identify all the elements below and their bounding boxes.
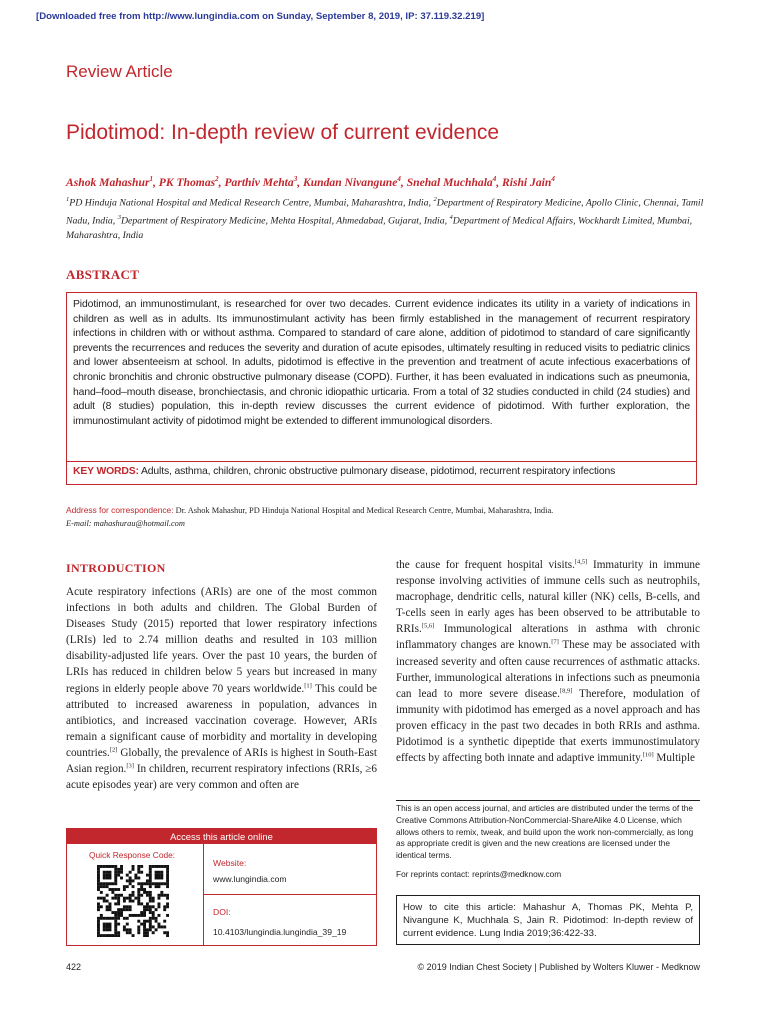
affiliation-sup: 4: [449, 213, 453, 221]
affiliations: [66, 193, 706, 243]
cite-label: How to cite this article:: [403, 902, 516, 913]
affiliation-sup: 3: [117, 213, 121, 221]
author-name: Parthiv Mehta: [224, 175, 294, 189]
correspondence-label: Address for correspondence:: [66, 505, 174, 515]
citation-ref: [2]: [109, 746, 118, 754]
page-number: 422: [66, 962, 82, 972]
author-name: PK Thomas: [158, 175, 216, 189]
download-notice: [Downloaded free from http://www.lungindia.com on Sunday, September 8, 2019, IP: 37.119.32.219]: [36, 11, 485, 22]
author-name: Ashok Mahashur: [66, 175, 150, 189]
body-text: Immaturity in immune response involving activities of immune cells such as neutrophils, macrophage, dendritic cells, natural killer (NK) cells, B-cells, and T-cells seen in early ages has been observed to be attributable to RRIs.: [396, 559, 700, 636]
affiliation-text: Department of Respiratory Medicine, Apollo Clinic, Chennai, Tamil Nadu, India,: [66, 197, 704, 227]
access-article-box: [66, 828, 377, 946]
body-text: These may be associated with increased severity and often cause recurrences of asthmatic attacks. Further, immunological alterations in infections such as pneumonia can lead to more severe disease.: [396, 639, 700, 700]
body-text: the cause for frequent hospital visits.: [396, 559, 575, 571]
introduction-heading: INTRODUCTION: [66, 561, 166, 575]
citation-ref: [7]: [551, 638, 559, 646]
keywords-box: [66, 461, 697, 485]
article-title: Pidotimod: In-depth review of current evidence: [66, 121, 500, 144]
body-column-left: [66, 584, 377, 793]
abstract-box: [66, 292, 697, 462]
author-sup: 4: [551, 175, 555, 183]
citation-ref: [3]: [126, 762, 134, 770]
author-sup: 4: [397, 175, 401, 183]
open-access-note: This is an open access journal, and articles are distributed under the terms of the Creative Commons Attribution-NonCommercial-ShareAlike 4.0 License, which allows others to remix, tweak, and build upon the work non-commercially, as long as appropriate credit is given and the new creations are licensed under the identical terms.: [396, 800, 700, 862]
access-heading: Access this article online: [67, 829, 376, 844]
correspondence: [66, 504, 706, 530]
author-sup: 4: [492, 175, 497, 183]
citation-ref: [5,6]: [421, 622, 435, 630]
keywords-label: KEY WORDS:: [73, 466, 139, 477]
doi-link[interactable]: 10.4103/lungindia.lungindia_39_19: [213, 927, 347, 937]
body-text: This could be attributed to increased awareness in population, advances in antibiotics, and increased vaccination coverage. However, ARIs remain a significant cause of morbidity and mortality in developing countries.: [66, 682, 377, 759]
affiliation-text: Department of Respiratory Medicine, Mehta Hospital, Ahmedabad, Gujarat, India,: [120, 215, 450, 227]
article-type: Review Article: [66, 62, 173, 81]
body-text: Immunological alterations in asthma with chronic inflammatory changes are known.: [396, 623, 700, 652]
correspondence-text: Dr. Ashok Mahashur, PD Hinduja National Hospital and Medical Research Centre, Mumbai, Maharashtra, India.: [173, 506, 554, 515]
divider: [203, 844, 204, 946]
affiliation-sup: 2: [433, 196, 437, 203]
affiliation-sup: 1: [66, 196, 70, 203]
doi-label: DOI:: [213, 907, 231, 917]
cite-text: Mahashur A, Thomas PK, Mehta P, Nivangune K, Muchhala S, Jain R. Pidotimod: In-depth review of current evidence. Lung India 2019;36:422-33.: [403, 902, 693, 939]
reprints-contact: For reprints contact: reprints@medknow.com: [396, 869, 562, 879]
abstract-heading: ABSTRACT: [66, 267, 140, 282]
author-list: Ashok Mahashur$^1$, PK Thomas$^2$, Parthiv Mehta$^3$, Kundan Nivangune$^4$, Snehal Muchhala$^4$, Rishi Jain$^4$: [66, 175, 555, 189]
qr-code-icon[interactable]: [97, 865, 169, 937]
body-text: Multiple: [653, 752, 695, 765]
author-sup: 1: [149, 175, 153, 183]
email-line[interactable]: E-mail: mahashurau@hotmail.com: [66, 518, 185, 528]
author-sup: 3: [293, 175, 298, 183]
body-text: Acute respiratory infections (ARIs) are one of the most common infections in both adults and children. The Global Burden of Diseases Study (2015) reported that lower respiratory infections (LRIs) led to 2.74 million deaths and resulted in 103 million disability-adjusted life years. Over the past 10 years, the burden of LRIs has reduced in children below 5 years but increased in many regions in elderly people above 70 years worldwide.: [66, 586, 377, 695]
keywords-text: Adults, asthma, children, chronic obstructive pulmonary disease, pidotimod, recurrent respiratory infections: [138, 466, 616, 477]
affiliation-text: PD Hinduja National Hospital and Medical Research Centre, Mumbai, Maharashtra, India,: [69, 197, 434, 209]
body-column-right: [396, 557, 700, 766]
citation-box: [396, 895, 700, 945]
author-sup: 2: [215, 175, 219, 183]
divider: [203, 894, 377, 895]
affiliation-text: Department of Medical Affairs, Wockhardt Limited, Mumbai, Maharashtra, India: [66, 215, 693, 241]
author-name: Kundan Nivangune: [302, 175, 398, 189]
author-name: Snehal Muchhala: [406, 175, 493, 189]
website-link[interactable]: www.lungindia.com: [213, 874, 287, 884]
qr-label: Quick Response Code:: [89, 850, 176, 860]
body-text: Therefore, modulation of immunity with pidotimod has emerged as a novel approach and has proven efficacy in the past two decades in both RRIs and asthma. Pidotimod is a synthetic dipeptide that exerts immunostimulatory effects by affecting both innate and adaptive immunity.: [396, 687, 700, 765]
citation-ref: [1]: [304, 681, 312, 689]
citation-ref: [10]: [642, 751, 654, 759]
citation-ref: [4,5]: [574, 558, 588, 566]
body-text: In children, recurrent respiratory infections (RRIs, ≥6 acute episodes year) are very common and often are: [66, 763, 377, 792]
footer-copyright: © 2019 Indian Chest Society | Published by Wolters Kluwer - Medknow: [417, 962, 700, 972]
abstract-text: Pidotimod, an immunostimulant, is researched for over two decades. Current evidence indicates its utility in a variety of indications in children as well as in adults. Its immunostimulant activity has been firmly established in the management of recurrent respiratory infections in children with or without asthma. Compared to standard of care alone, addition of pidotimod to standard of care significantly prevents the recurrences and reduces the severity and duration of acute episodes, ultimately resulting in reduced visits to pediatric clinics and lower absenteeism at school. In adults, pidotimod is effective in the prevention and treatment of acute infectious exacerbations of chronic bronchitis and chronic obstructive pulmonary disease (COPD). Further, it has been evaluated in indications such as pneumonia, hand–food–mouth disease, bronchiectasis, and chronic idiopathic urticaria. From a total of 32 studies conducted in child (24 studies) and adult (8 studies) population, this in-depth review discusses the current evidence of pidotimod. With further exploration, the immunostimulant activity of pidotimod might be extended to different immunological disorders.: [73, 299, 690, 427]
body-text: Globally, the prevalence of ARIs is highest in South-East Asian region.: [66, 746, 377, 776]
citation-ref: [8,9]: [559, 687, 573, 695]
author-name: Rishi Jain: [502, 175, 552, 189]
website-label: Website:: [213, 858, 247, 868]
